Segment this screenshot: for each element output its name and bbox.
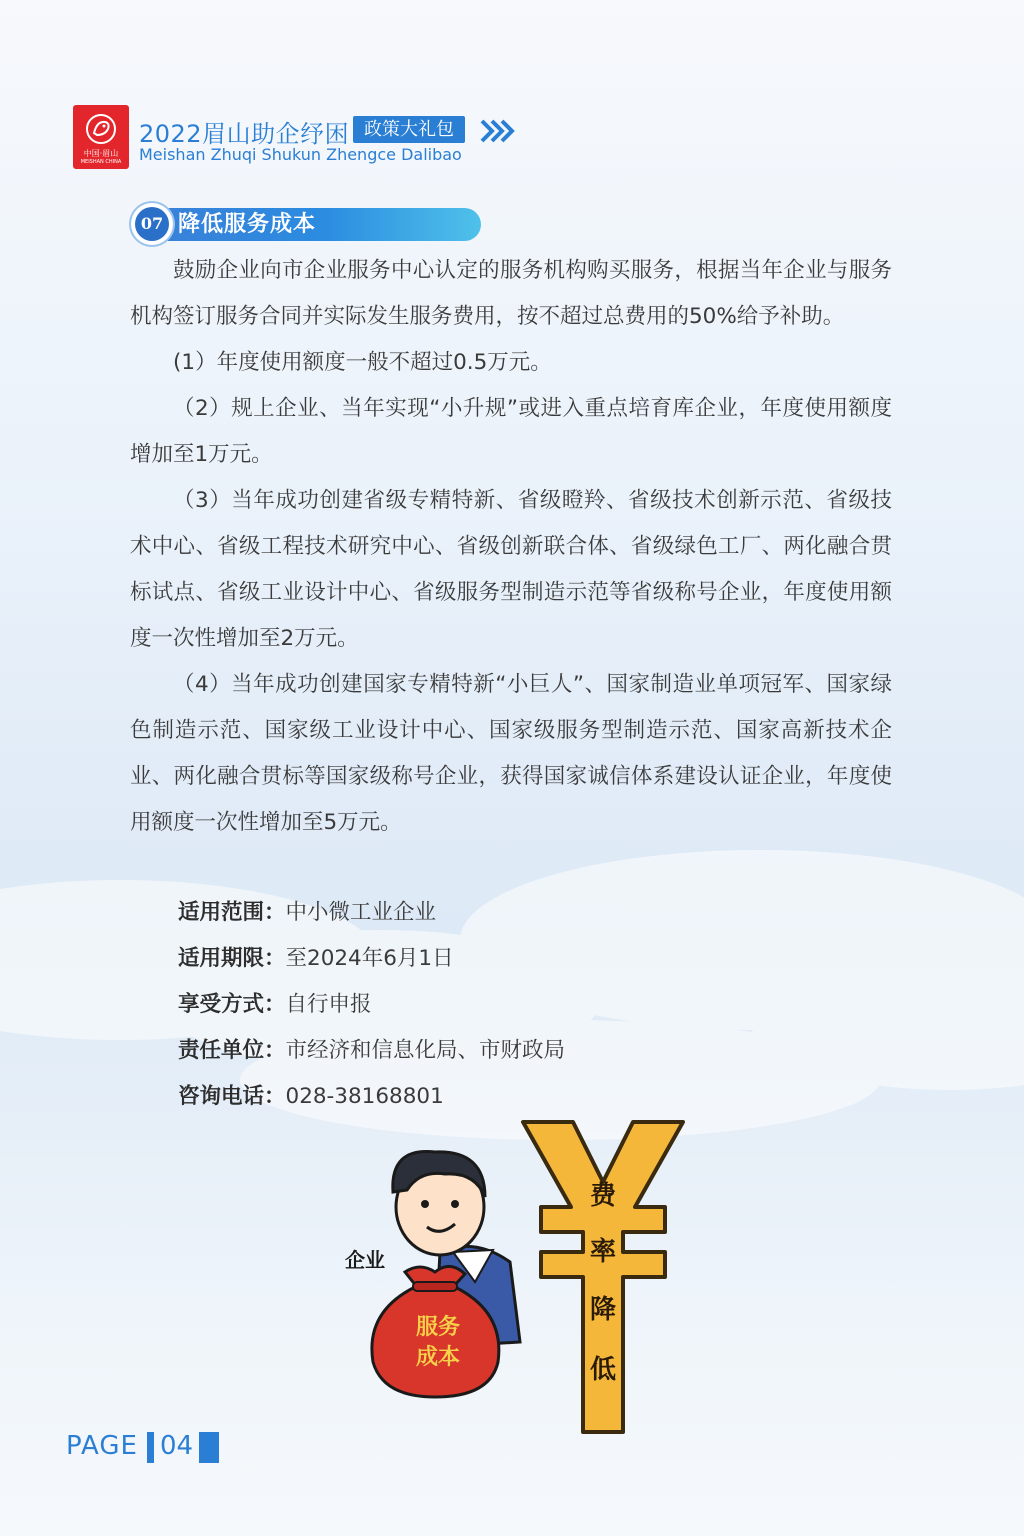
yen-char-4: 低 bbox=[589, 1355, 617, 1385]
logo-subtext: MEISHAN CHINA bbox=[80, 159, 122, 165]
yen-char-3: 降 bbox=[589, 1295, 617, 1325]
header-badge: 政策大礼包 bbox=[353, 116, 465, 143]
info-row-scope bbox=[178, 890, 565, 936]
info-label: 享受方式： bbox=[178, 992, 286, 1017]
info-label: 适用期限： bbox=[178, 946, 286, 971]
info-value: 至2024年6月1日 bbox=[285, 946, 454, 971]
meishan-logo bbox=[73, 105, 129, 169]
logo-text: 中国·眉山 bbox=[83, 149, 119, 158]
paragraph-item-1: (1）年度使用额度一般不超过0.5万元。 bbox=[173, 350, 552, 375]
person-label: 企业 bbox=[345, 1248, 385, 1272]
section-title: 降低服务成本 bbox=[178, 212, 317, 237]
info-value: 028-38168801 bbox=[285, 1084, 444, 1109]
info-value: 中小微工业企业 bbox=[285, 900, 437, 925]
header-subtitle: Meishan Zhuqi Shukun Zhengce Dalibao bbox=[139, 145, 462, 164]
page-number: 04 bbox=[160, 1431, 194, 1461]
section-number-badge bbox=[131, 203, 173, 245]
info-label: 咨询电话： bbox=[178, 1084, 286, 1109]
info-row-method bbox=[178, 982, 565, 1028]
paragraph-item-2: （2）规上企业、当年实现“小升规”或进入重点培育库企业，年度使用额度增加至1万元。 bbox=[130, 396, 892, 467]
yen-symbol-icon bbox=[523, 1122, 683, 1432]
info-value: 自行申报 bbox=[285, 992, 372, 1017]
page-divider-bar bbox=[147, 1432, 154, 1463]
bird-emblem-icon bbox=[85, 113, 117, 145]
info-row-period bbox=[178, 936, 565, 982]
yen-char-2: 率 bbox=[589, 1237, 617, 1267]
header-title: 2022眉山助企纾困 bbox=[139, 120, 350, 148]
bag-text-line2: 成本 bbox=[415, 1344, 461, 1370]
info-label: 责任单位： bbox=[178, 1038, 286, 1063]
page-label: PAGE bbox=[66, 1431, 138, 1461]
bag-text-line1: 服务 bbox=[415, 1314, 461, 1340]
paragraph-intro: 鼓励企业向市企业服务中心认定的服务机构购买服务，根据当年企业与服务机构签订服务合同并实际发生服务费用，按不超过总费用的50%给予补助。 bbox=[130, 258, 892, 329]
info-value: 市经济和信息化局、市财政局 bbox=[285, 1038, 566, 1063]
paragraph-item-4: （4）当年成功创建国家专精特新“小巨人”、国家制造业单项冠军、国家绿色制造示范、国家级工业设计中心、国家级服务型制造示范、国家高新技术企业、两化融合贯标等国家级称号企业，获得国家诚信体系建设认证企业，年度使用额度一次性增加至5万元。 bbox=[130, 672, 892, 835]
info-row-department bbox=[178, 1028, 565, 1074]
page-accent-block bbox=[199, 1432, 219, 1463]
policy-body bbox=[130, 248, 892, 846]
paragraph-item-3: （3）当年成功创建省级专精特新、省级瞪羚、省级技术创新示范、省级技术中心、省级工程技术研究中心、省级创新联合体、省级绿色工厂、两化融合贯标试点、省级工业设计中心、省级服务型制造示范等省级称号企业，年度使用额度一次性增加至2万元。 bbox=[130, 488, 892, 651]
yen-char-1: 费 bbox=[589, 1181, 617, 1211]
section-number: 07 bbox=[135, 207, 169, 241]
info-label: 适用范围： bbox=[178, 900, 286, 925]
cost-reduction-illustration bbox=[335, 1112, 695, 1442]
double-chevron-icon bbox=[478, 117, 518, 145]
policy-info-list bbox=[178, 890, 565, 1120]
